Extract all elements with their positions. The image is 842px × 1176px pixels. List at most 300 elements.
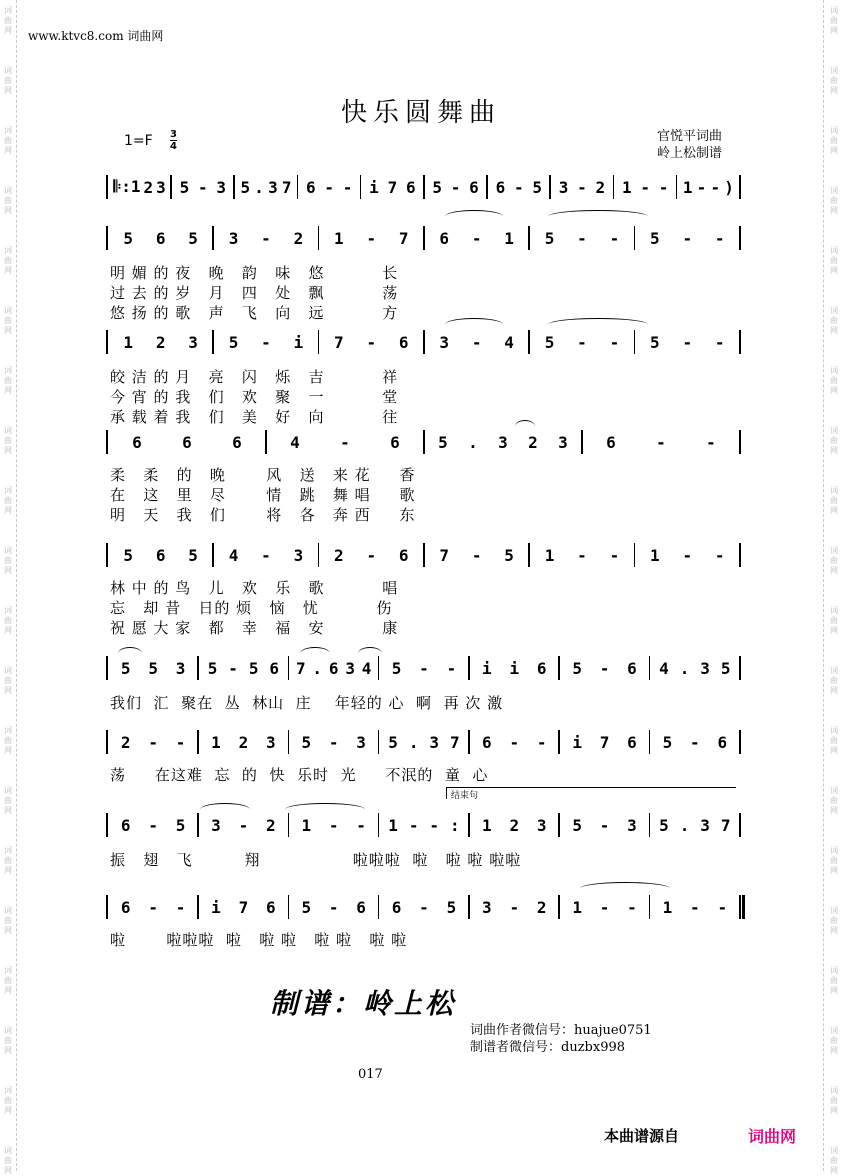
bar-line xyxy=(318,543,320,567)
bar-line xyxy=(676,175,678,199)
note: 5 xyxy=(504,545,514,565)
bar-line xyxy=(468,656,470,680)
bar-line xyxy=(649,813,651,837)
note: - xyxy=(717,897,728,917)
note: 7 xyxy=(281,177,292,197)
measure xyxy=(202,730,284,754)
note: 6 xyxy=(391,897,402,917)
watermark-mark: 词 曲 网 xyxy=(830,726,838,755)
note: - xyxy=(175,732,186,752)
note: 2 xyxy=(509,815,520,835)
watermark-mark: 词 曲 网 xyxy=(830,786,838,815)
bar-line xyxy=(106,656,108,680)
bar-line xyxy=(212,330,214,354)
note: 6 xyxy=(356,897,366,917)
watermark-mark: 词 曲 网 xyxy=(4,1146,12,1175)
bar-line xyxy=(634,226,636,250)
bar-line xyxy=(486,175,488,199)
bar-line xyxy=(649,895,651,919)
note: 5 xyxy=(391,658,402,678)
measure xyxy=(428,226,525,250)
note: - xyxy=(328,897,339,917)
measure xyxy=(112,330,209,354)
note: 5 xyxy=(148,658,158,678)
note: 3 xyxy=(439,332,450,352)
note: - xyxy=(599,815,610,835)
bar-line xyxy=(423,430,425,454)
measure xyxy=(491,175,546,199)
slur-mark xyxy=(445,210,503,223)
watermark-mark: 词 曲 网 xyxy=(830,906,838,935)
note: 5 xyxy=(123,228,134,248)
note: 2 xyxy=(334,545,344,565)
note: - xyxy=(419,658,429,678)
note: - xyxy=(714,332,725,352)
note: 5 xyxy=(532,177,542,197)
lyric-line: 祝 愿 大 家 都 幸 福 安 康 xyxy=(110,619,399,637)
bar-line xyxy=(528,543,530,567)
bar-line xyxy=(739,430,741,454)
note: 6 xyxy=(269,658,280,678)
measure xyxy=(639,543,736,567)
measure xyxy=(323,543,420,567)
bar-line xyxy=(318,330,320,354)
note: - xyxy=(175,897,186,917)
measure xyxy=(383,656,465,680)
watermark-mark: 词 曲 网 xyxy=(830,1146,838,1175)
note: 3 xyxy=(211,815,221,835)
note: 4 xyxy=(228,545,239,565)
watermark-mark: 词 曲 网 xyxy=(4,846,12,875)
time-signature-bottom: 4 xyxy=(170,141,177,152)
note: 6 xyxy=(232,432,242,452)
note: 5 xyxy=(188,228,198,248)
note: - xyxy=(609,332,620,352)
page-number: 017 xyxy=(358,1067,383,1082)
note: 5 xyxy=(572,658,582,678)
note: - xyxy=(710,177,721,197)
bar-line xyxy=(297,175,299,199)
slur-mark xyxy=(358,647,382,660)
note: - xyxy=(429,815,440,835)
note: : xyxy=(449,815,460,835)
note: . xyxy=(312,658,323,678)
note: 1 xyxy=(682,177,693,197)
watermark-mark: 词 曲 网 xyxy=(4,306,12,335)
note: 3 xyxy=(498,432,508,452)
note: - xyxy=(366,545,377,565)
watermark-mark: 词 曲 网 xyxy=(4,246,12,275)
lyric-line: 林 中 的 鸟 儿 欢 乐 歌 唱 xyxy=(110,579,399,597)
note: 7 xyxy=(238,897,249,917)
note: 2 xyxy=(120,732,131,752)
note: - xyxy=(324,177,334,197)
measure xyxy=(365,175,420,199)
note: - xyxy=(471,332,482,352)
bar-line xyxy=(739,543,741,567)
watermark-mark: 词 曲 网 xyxy=(4,366,12,395)
lyric-line: 悠 扬 的 歌 声 飞 向 远 方 xyxy=(110,304,399,322)
measure xyxy=(175,175,230,199)
note: - xyxy=(328,732,339,752)
watermark-mark: 词 曲 网 xyxy=(830,426,838,455)
note: 7 xyxy=(720,815,731,835)
bar-line xyxy=(739,813,741,837)
measure xyxy=(533,330,630,354)
measure xyxy=(681,175,736,199)
slur-mark xyxy=(118,647,142,660)
music-row xyxy=(108,430,740,454)
watermark-mark: 词 曲 网 xyxy=(830,966,838,995)
note: 1 xyxy=(123,332,134,352)
measure xyxy=(654,656,736,680)
measure xyxy=(618,175,673,199)
slur-mark xyxy=(445,318,503,331)
bar-line xyxy=(197,813,199,837)
note: - xyxy=(599,897,610,917)
note: - xyxy=(577,177,587,197)
note: - xyxy=(690,732,700,752)
bar-line xyxy=(106,226,108,250)
bar-line xyxy=(288,656,290,680)
note: - xyxy=(366,332,377,352)
note: 7 xyxy=(387,177,398,197)
note: 3 xyxy=(188,332,198,352)
measure xyxy=(428,430,578,454)
bar-line xyxy=(197,895,199,919)
ending-bracket: 结束句 xyxy=(446,787,736,799)
measure xyxy=(323,226,420,250)
source-label: 本曲谱源自 xyxy=(604,1127,680,1145)
bar-line xyxy=(634,543,636,567)
music-row xyxy=(108,730,740,754)
measure xyxy=(383,813,465,837)
note: 3 xyxy=(266,732,276,752)
measure xyxy=(563,656,645,680)
measure xyxy=(112,430,262,454)
note: 3 xyxy=(345,658,355,678)
music-row xyxy=(108,543,740,567)
note: 6 xyxy=(536,658,547,678)
measure xyxy=(554,175,609,199)
watermark-mark: 词 曲 网 xyxy=(830,606,838,635)
note: - xyxy=(536,732,547,752)
bar-line xyxy=(106,430,108,454)
watermark-mark: 词 曲 网 xyxy=(830,6,838,35)
watermark-mark: 词 曲 网 xyxy=(830,306,838,335)
source-brand: 词曲网 xyxy=(748,1127,797,1146)
note: 3 xyxy=(175,658,186,678)
note: i xyxy=(509,658,520,678)
note: 5 xyxy=(179,177,190,197)
note: 1 xyxy=(482,815,492,835)
bar-line xyxy=(634,330,636,354)
time-signature-top: 3 xyxy=(170,129,177,140)
bar-line xyxy=(549,175,551,199)
note: 1 xyxy=(504,228,514,248)
note: 3 xyxy=(536,815,547,835)
lyric-line: 啦 啦啦啦 啦 啦 啦 啦 啦 啦 啦 xyxy=(110,931,408,949)
note: - xyxy=(513,177,524,197)
note: 6 xyxy=(439,228,450,248)
note: 5 xyxy=(301,897,312,917)
watermark-mark: 词 曲 网 xyxy=(830,846,838,875)
note: - xyxy=(366,228,377,248)
note: 1 xyxy=(662,897,673,917)
note: - xyxy=(640,177,650,197)
lyricist-composer: 官悦平词曲 xyxy=(657,129,723,144)
note: ) xyxy=(724,177,734,197)
note: 6 xyxy=(495,177,506,197)
bar-line xyxy=(197,656,199,680)
bar-line xyxy=(378,895,380,919)
note: 1 xyxy=(211,732,221,752)
final-bar-line xyxy=(742,895,745,919)
bar-line xyxy=(288,895,290,919)
measure xyxy=(112,543,209,567)
bar-line xyxy=(558,895,560,919)
lyric-line: 荡 在这难 忘 的 快 乐时 光 不泯的 童 心 xyxy=(110,766,489,784)
note: 4 xyxy=(361,658,372,678)
note: - xyxy=(627,897,637,917)
note: 6 xyxy=(398,545,409,565)
note: 5 xyxy=(120,658,131,678)
bar-line xyxy=(265,430,267,454)
note: 5 xyxy=(650,228,660,248)
wechat-info xyxy=(470,1022,652,1056)
lyric-line: 柔 柔 的 晚 风 送 来 花 香 xyxy=(110,466,416,484)
watermark-mark: 词 曲 网 xyxy=(4,66,12,95)
note: 3 xyxy=(156,177,166,197)
note: - xyxy=(261,228,271,248)
bar-line xyxy=(197,730,199,754)
measure xyxy=(473,813,555,837)
bar-line xyxy=(558,730,560,754)
note: . xyxy=(408,732,419,752)
music-row xyxy=(108,330,740,354)
measure xyxy=(563,895,645,919)
note: 6 xyxy=(155,545,166,565)
note: . xyxy=(254,177,264,197)
note: 3 xyxy=(356,732,366,752)
bar-line xyxy=(288,813,290,837)
bar-line xyxy=(212,226,214,250)
music-row xyxy=(108,175,740,199)
note: i xyxy=(482,658,492,678)
watermark-mark: 词 曲 网 xyxy=(4,186,12,215)
note: 5 xyxy=(720,658,731,678)
bar-line xyxy=(423,175,425,199)
note: 7 xyxy=(449,732,460,752)
slur-mark xyxy=(580,882,670,895)
watermark-mark: 词 曲 网 xyxy=(4,546,12,575)
bar-line xyxy=(378,813,380,837)
measure xyxy=(654,895,736,919)
note: 4 xyxy=(290,432,300,452)
note: 1 xyxy=(621,177,632,197)
transcriber-wechat: 制谱者微信号：duzbx998 xyxy=(470,1040,626,1055)
measure xyxy=(473,656,555,680)
note: 1 xyxy=(388,815,398,835)
note: - xyxy=(690,897,700,917)
note: 6 xyxy=(606,432,616,452)
note: 5 xyxy=(446,897,457,917)
measure xyxy=(383,730,465,754)
measure xyxy=(217,330,314,354)
note: - xyxy=(577,228,587,248)
lyric-line: 在 这 里 尽 情 跳 舞 唱 歌 xyxy=(110,486,416,504)
note: 6 xyxy=(120,897,131,917)
measure xyxy=(654,730,736,754)
key-signature: 1=F xyxy=(124,133,153,149)
note: - xyxy=(658,177,669,197)
bar-line xyxy=(170,175,172,199)
measure xyxy=(563,730,645,754)
watermark-mark: 词 曲 网 xyxy=(4,126,12,155)
lyric-line: 今 宵 的 我 们 欢 聚 一 堂 xyxy=(110,388,399,406)
note: 1 xyxy=(334,228,344,248)
lyric-line: 过 去 的 岁 月 四 处 飘 荡 xyxy=(110,284,399,302)
note: - xyxy=(609,545,620,565)
note: - xyxy=(609,228,620,248)
note: 5 xyxy=(662,732,673,752)
note: - xyxy=(419,897,429,917)
note: - xyxy=(148,897,158,917)
bar-line xyxy=(558,813,560,837)
note: 6 xyxy=(717,732,728,752)
watermark-mark: 词 曲 网 xyxy=(830,546,838,575)
bar-line xyxy=(558,656,560,680)
watermark-mark: 词 曲 网 xyxy=(830,666,838,695)
note: 1 xyxy=(301,815,312,835)
note: 5 xyxy=(207,658,218,678)
note: 2 xyxy=(143,177,154,197)
note: i xyxy=(293,332,304,352)
site-label: www.ktvc8.com 词曲网 xyxy=(28,29,164,43)
note: - xyxy=(682,545,693,565)
measure xyxy=(428,175,483,199)
note: 3 xyxy=(482,897,492,917)
note: 6 xyxy=(627,732,637,752)
note: 3 xyxy=(228,228,239,248)
song-title: 快乐圆舞曲 xyxy=(340,98,501,128)
note: 5 xyxy=(248,658,259,678)
watermark-mark: 词 曲 网 xyxy=(830,246,838,275)
note: - xyxy=(577,545,587,565)
note: 2 xyxy=(266,815,276,835)
note: 5 xyxy=(228,332,239,352)
note: - xyxy=(682,332,693,352)
watermark-mark: 词 曲 网 xyxy=(830,126,838,155)
note: - xyxy=(238,815,249,835)
lyric-line: 我们 汇 聚在 丛 林山 庄 年轻的 心 啊 再 次 激 xyxy=(110,694,504,712)
note: - xyxy=(682,228,693,248)
note: i xyxy=(211,897,221,917)
note: - xyxy=(509,732,520,752)
note: - xyxy=(714,228,725,248)
bar-line xyxy=(468,895,470,919)
note: 6 xyxy=(469,177,479,197)
note: 2 xyxy=(595,177,606,197)
watermark-mark: 词 曲 网 xyxy=(830,366,838,395)
note: 3 xyxy=(216,177,226,197)
bar-line xyxy=(360,175,362,199)
watermark-mark: 词 曲 网 xyxy=(4,426,12,455)
note: 1 xyxy=(572,897,582,917)
measure xyxy=(293,730,375,754)
note: 6 xyxy=(266,897,276,917)
measure xyxy=(639,330,736,354)
note: 6 xyxy=(482,732,492,752)
measure xyxy=(383,895,465,919)
bar-line xyxy=(288,730,290,754)
music-row xyxy=(108,813,740,837)
watermark-mark: 词 曲 网 xyxy=(4,1086,12,1115)
note: 5 xyxy=(544,228,555,248)
note: - xyxy=(471,545,482,565)
bar-line xyxy=(106,175,108,199)
bar-line xyxy=(739,656,741,680)
note: - xyxy=(577,332,587,352)
note: 6 xyxy=(390,432,400,452)
slur-mark xyxy=(200,803,250,816)
measure xyxy=(473,730,555,754)
watermark-mark: 词 曲 网 xyxy=(4,606,12,635)
bar-line xyxy=(739,226,741,250)
slur-mark xyxy=(548,210,648,223)
note: 5 xyxy=(438,432,448,452)
measure xyxy=(293,895,375,919)
note: 5 xyxy=(544,332,555,352)
bar-line xyxy=(739,175,741,199)
note: 5 xyxy=(572,815,582,835)
bar-line xyxy=(528,330,530,354)
note: - xyxy=(696,177,707,197)
note: 5 xyxy=(175,815,186,835)
note: 2 xyxy=(155,332,166,352)
bar-line xyxy=(106,730,108,754)
note: 4 xyxy=(504,332,514,352)
note: - xyxy=(446,658,457,678)
measure xyxy=(270,430,420,454)
note: 1 xyxy=(544,545,555,565)
slur-mark xyxy=(300,647,330,660)
note: 6 xyxy=(405,177,416,197)
note: 4 xyxy=(659,658,669,678)
watermark-mark: 词 曲 网 xyxy=(4,6,12,35)
bar-line xyxy=(233,175,235,199)
note: 3 xyxy=(429,732,440,752)
note: - xyxy=(408,815,419,835)
note: 5 xyxy=(123,545,134,565)
note: 6 xyxy=(305,177,316,197)
note: 2 xyxy=(293,228,304,248)
watermark-mark: 词 曲 网 xyxy=(4,666,12,695)
watermark-mark: 词 曲 网 xyxy=(830,186,838,215)
measure xyxy=(112,730,194,754)
measure xyxy=(112,813,194,837)
note: 6 xyxy=(398,332,409,352)
bar-line xyxy=(106,330,108,354)
note: 5 xyxy=(188,545,198,565)
bar-line xyxy=(106,813,108,837)
measure xyxy=(473,895,555,919)
measure xyxy=(217,226,314,250)
bar-line xyxy=(378,730,380,754)
music-row xyxy=(108,226,740,250)
measure xyxy=(112,226,209,250)
note: - xyxy=(450,177,461,197)
